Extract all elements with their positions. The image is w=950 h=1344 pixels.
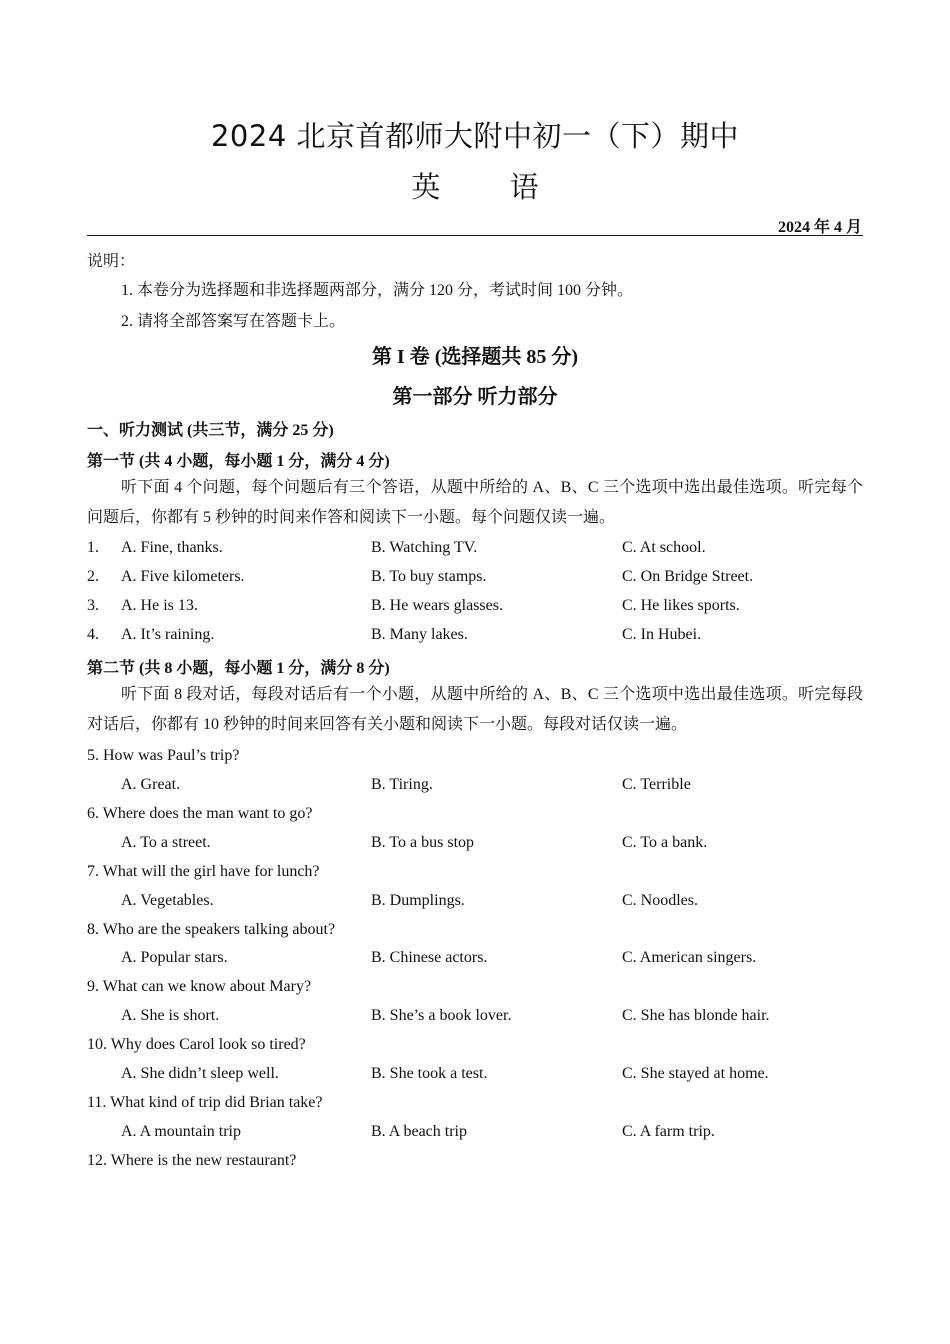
option-b: B. Watching TV. — [371, 539, 478, 556]
option-c: C. To a bank. — [622, 834, 708, 851]
option-b: B. To buy stamps. — [371, 568, 487, 585]
exam-date: 2024 年 4 月 — [777, 219, 862, 236]
part-title: 第一部分 听力部分 — [392, 386, 558, 408]
option-c: C. She has blonde hair. — [622, 1007, 770, 1024]
question-stem: 9. What can we know about Mary? — [87, 978, 312, 995]
question-stem: 10. Why does Carol look so tired? — [87, 1036, 306, 1053]
option-b: B. He wears glasses. — [371, 597, 503, 614]
subject-title — [0, 165, 950, 206]
option-a: A. Popular stars. — [121, 949, 228, 966]
volume-title: 第 I 卷 (选择题共 85 分) — [371, 346, 579, 368]
question-stem: 8. Who are the speakers talking about? — [87, 921, 336, 938]
section-heading: 一、听力测试 (共三节，满分 25 分) — [87, 422, 334, 439]
question-stem: 6. Where does the man want to go? — [87, 805, 313, 822]
option-c: C. At school. — [622, 539, 706, 556]
instructions-label: 说明： — [87, 253, 136, 270]
option-b: B. She’s a book lover. — [371, 1007, 512, 1024]
option-c: C. Noodles. — [622, 892, 698, 909]
option-a: A. Fine, thanks. — [121, 539, 223, 556]
option-a: A. It’s raining. — [121, 626, 215, 643]
sub-section-1-heading: 第一节 (共 4 小题，每小题 1 分，满分 4 分) — [87, 453, 390, 470]
option-c: C. Terrible — [622, 776, 691, 793]
sub-section-2-directions: 听下面 8 段对话，每段对话后有一个小题，从题中所给的 A、B、C 三个选项中选出最佳选项。听完每段对话后，你都有 10 秒钟的时间来回答有关小题和阅读下一小题。每段对话仅读一遍。 — [87, 686, 863, 733]
option-a: A. He is 13. — [121, 597, 198, 614]
option-a: A. Five kilometers. — [121, 568, 245, 585]
option-c: C. A farm trip. — [622, 1123, 715, 1140]
option-c: C. American singers. — [622, 949, 757, 966]
option-b: B. Tiring. — [371, 776, 433, 793]
question-stem: 12. Where is the new restaurant? — [87, 1152, 297, 1169]
option-b: B. A beach trip — [371, 1123, 467, 1140]
question-number: 4. — [87, 626, 99, 643]
subject-char-2: 语 — [509, 170, 539, 204]
question-stem: 11. What kind of trip did Brian take? — [87, 1094, 323, 1111]
option-a: A. Great. — [121, 776, 181, 793]
header-divider — [87, 235, 863, 236]
option-c: C. On Bridge Street. — [622, 568, 754, 585]
option-b: B. Chinese actors. — [371, 949, 488, 966]
option-c: C. In Hubei. — [622, 626, 702, 643]
option-c: C. He likes sports. — [622, 597, 740, 614]
question-stem: 5. How was Paul’s trip? — [87, 747, 240, 764]
option-b: B. Many lakes. — [371, 626, 468, 643]
question-number: 2. — [87, 568, 99, 585]
option-a: A. To a street. — [121, 834, 211, 851]
subject-char-1: 英 — [411, 170, 441, 204]
option-a: A. Vegetables. — [121, 892, 214, 909]
instruction-item-1: 1. 本卷分为选择题和非选择题两部分，满分 120 分，考试时间 100 分钟。 — [121, 282, 634, 299]
question-number: 1. — [87, 539, 99, 556]
exam-title: 2024 北京首都师大附中初一（下）期中 — [210, 119, 740, 153]
option-b: B. Dumplings. — [371, 892, 465, 909]
sub-section-1-directions: 听下面 4 个问题，每个问题后有三个答语，从题中所给的 A、B、C 三个选项中选出最佳选项。听完每个问题后，你都有 5 秒钟的时间来作答和阅读下一小题。每个问题仅读一遍。 — [87, 479, 863, 526]
option-c: C. She stayed at home. — [622, 1065, 769, 1082]
instruction-item-2: 2. 请将全部答案写在答题卡上。 — [121, 313, 346, 330]
option-b: B. She took a test. — [371, 1065, 488, 1082]
option-a: A. She didn’t sleep well. — [121, 1065, 279, 1082]
question-number: 3. — [87, 597, 99, 614]
option-a: A. A mountain trip — [121, 1123, 241, 1140]
option-b: B. To a bus stop — [371, 834, 475, 851]
option-a: A. She is short. — [121, 1007, 220, 1024]
sub-section-2-heading: 第二节 (共 8 小题，每小题 1 分，满分 8 分) — [87, 660, 390, 677]
question-stem: 7. What will the girl have for lunch? — [87, 863, 320, 880]
